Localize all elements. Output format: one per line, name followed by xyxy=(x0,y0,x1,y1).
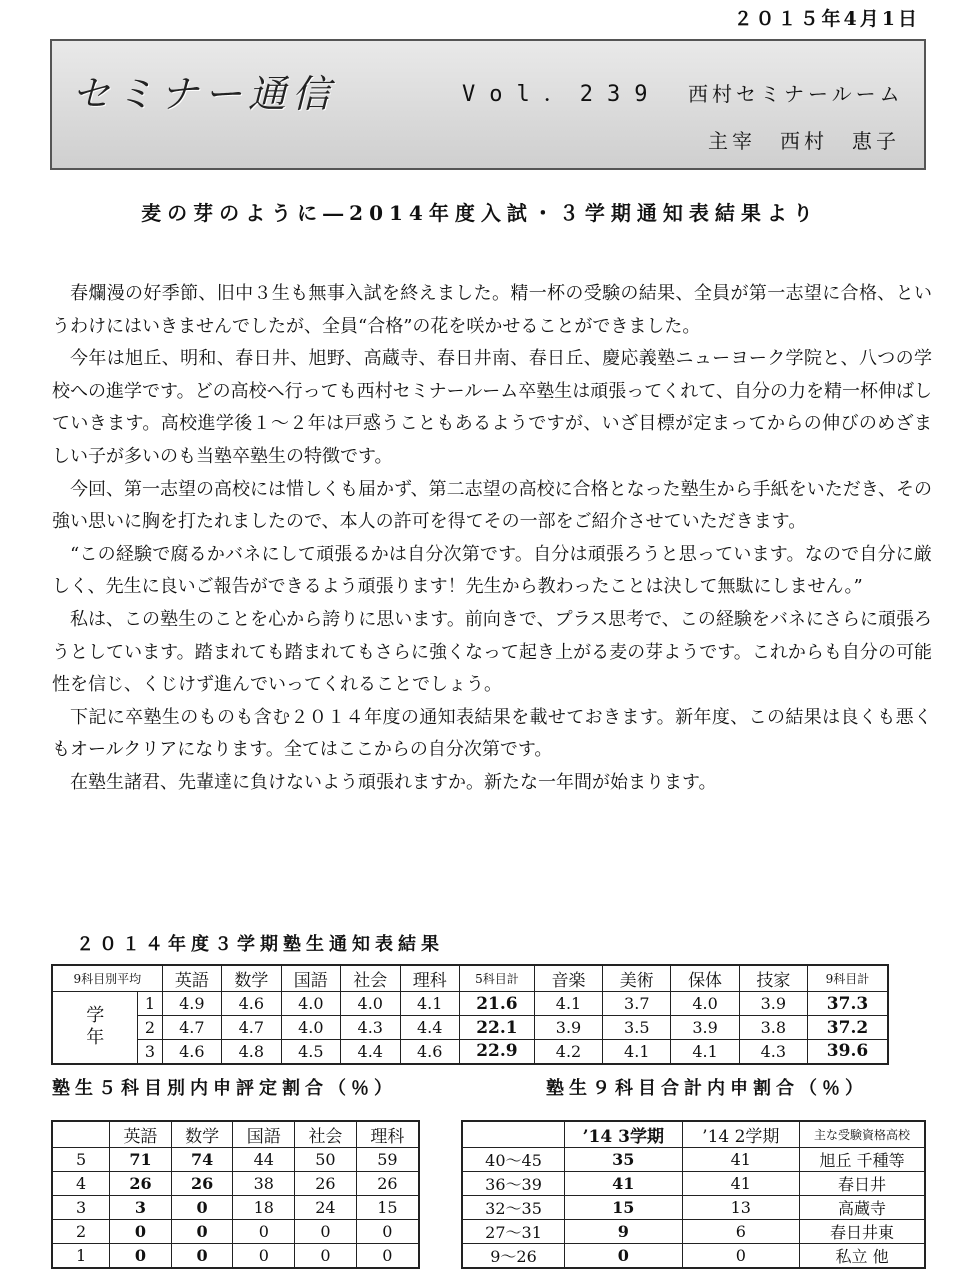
table-cell: 4.6 xyxy=(222,992,281,1016)
column-header: ’14 3学期 xyxy=(565,1121,683,1148)
table-cell: 4.3 xyxy=(341,1016,400,1040)
newsletter-title: セミナー通信 xyxy=(72,72,337,116)
table-cell: 4.1 xyxy=(603,1040,671,1064)
column-header: 技家 xyxy=(739,965,807,992)
table-cell: 4.0 xyxy=(281,1016,340,1040)
table-cell: 4.9 xyxy=(162,992,221,1016)
table-cell: 35 xyxy=(565,1148,683,1172)
range-cell: 27～31 xyxy=(462,1220,565,1244)
table-cell: 0 xyxy=(295,1244,357,1268)
range-cell: 40～45 xyxy=(462,1148,565,1172)
table-cell: 71 xyxy=(110,1148,172,1172)
table-cell: 21.6 xyxy=(459,992,534,1016)
column-header: 9科目計 xyxy=(807,965,888,992)
table-cell: 3.9 xyxy=(534,1016,602,1040)
table-header-row xyxy=(462,1121,925,1148)
table-cell: 24 xyxy=(295,1196,357,1220)
column-header: 国語 xyxy=(233,1121,295,1148)
table-cell: 3.9 xyxy=(671,1016,739,1040)
table-row xyxy=(52,1148,419,1172)
table-cell: 26 xyxy=(110,1172,172,1196)
table-cell: 4.0 xyxy=(341,992,400,1016)
school-cell: 高蔵寺 xyxy=(800,1196,925,1220)
table-cell: 0 xyxy=(110,1220,172,1244)
column-header: 社会 xyxy=(341,965,400,992)
table-cell: 18 xyxy=(233,1196,295,1220)
table-cell: 41 xyxy=(682,1172,800,1196)
column-header xyxy=(462,1121,565,1148)
range-cell: 36～39 xyxy=(462,1172,565,1196)
school-cell: 春日井東 xyxy=(800,1220,925,1244)
table-cell: 0 xyxy=(356,1220,419,1244)
table-cell: 4.8 xyxy=(222,1040,281,1064)
table-row xyxy=(52,1172,419,1196)
table-cell: 4.0 xyxy=(671,992,739,1016)
article-body xyxy=(52,278,932,800)
school-cell: 旭丘 千種等 xyxy=(800,1148,925,1172)
row-label: 3 xyxy=(52,1196,110,1220)
column-header: 英語 xyxy=(110,1121,172,1148)
table-cell: 22.1 xyxy=(459,1016,534,1040)
table-cell: 4.7 xyxy=(222,1016,281,1040)
table-cell: 4.1 xyxy=(534,992,602,1016)
table-cell: 44 xyxy=(233,1148,295,1172)
paragraph: 在塾生諸君、先輩達に負けないよう頑張れますか。新たな一年間が始まります。 xyxy=(70,771,717,793)
table3-title: 塾生９科目合計内申割合（％） xyxy=(546,1078,868,1099)
column-header: 保体 xyxy=(671,965,739,992)
table-row xyxy=(52,1016,888,1040)
column-header: 社会 xyxy=(295,1121,357,1148)
column-header: 数学 xyxy=(171,1121,233,1148)
table-cell: 4.6 xyxy=(400,1040,459,1064)
table-cell: 0 xyxy=(171,1220,233,1244)
paragraph: 私は、この塾生のことを心から誇りに思います。前向きで、プラス思考で、この経験をバネにさらに頑張ろうとしています。踏まれても踏まれてもさらに強くなって起き上がる麦の芽ようです。これからも自分の可能性を信じ、くじけず進んでいってくれることでしょう。 xyxy=(52,608,932,696)
table-cell: 6 xyxy=(682,1220,800,1244)
table-cell: 41 xyxy=(682,1148,800,1172)
column-header: 音楽 xyxy=(534,965,602,992)
table-cell: 3.8 xyxy=(739,1016,807,1040)
range-cell: 9～26 xyxy=(462,1244,565,1269)
volume-number: Vol．239 xyxy=(462,82,662,107)
table-row xyxy=(52,992,888,1016)
column-header xyxy=(52,1121,110,1148)
table-cell: 26 xyxy=(356,1172,419,1196)
newsletter-header xyxy=(50,39,926,170)
column-header: 理科 xyxy=(400,965,459,992)
table2-title: 塾生５科目別内申評定割合（％） xyxy=(52,1078,397,1099)
table-cell: 15 xyxy=(565,1196,683,1220)
table-cell: 4.5 xyxy=(281,1040,340,1064)
table-corner: 9科目別平均 xyxy=(52,965,162,992)
table-cell: 4.1 xyxy=(400,992,459,1016)
table-cell: 41 xyxy=(565,1172,683,1196)
grade-average-table xyxy=(51,964,889,1065)
table-row xyxy=(462,1148,925,1172)
column-header: 数学 xyxy=(222,965,281,992)
column-header: 主な受験資格高校 xyxy=(800,1121,925,1148)
table-cell: 38 xyxy=(233,1172,295,1196)
table-cell: 0 xyxy=(110,1244,172,1268)
table-cell: 0 xyxy=(565,1244,683,1269)
table-row xyxy=(52,1220,419,1244)
column-header: 5科目計 xyxy=(459,965,534,992)
table-cell: 26 xyxy=(295,1172,357,1196)
column-header: 理科 xyxy=(356,1121,419,1148)
paragraph: “この経験で腐るかバネにして頑張るかは自分次第です。自分は頑張ろうと思っています。なので自分に厳しく、先生に良いご報告ができるよう頑張ります！先生から教わったことは決して無駄にしません。” xyxy=(52,543,932,598)
row-label: 5 xyxy=(52,1148,110,1172)
table-cell: 26 xyxy=(171,1172,233,1196)
issue-date: ２０１５年4月1日 xyxy=(733,8,920,30)
table-cell: 0 xyxy=(356,1244,419,1268)
table-cell: 4.4 xyxy=(400,1016,459,1040)
column-header: 英語 xyxy=(162,965,221,992)
table-cell: 4.3 xyxy=(739,1040,807,1064)
table-row xyxy=(462,1196,925,1220)
grade-cell: 3 xyxy=(138,1040,162,1064)
school-cell: 春日井 xyxy=(800,1172,925,1196)
table-row xyxy=(52,1196,419,1220)
table-row xyxy=(52,1040,888,1064)
table-cell: 0 xyxy=(682,1244,800,1269)
table-cell: 37.3 xyxy=(807,992,888,1016)
grade-cell: 1 xyxy=(138,992,162,1016)
row-label: 2 xyxy=(52,1220,110,1244)
host-name: 主宰 西村 恵子 xyxy=(708,129,900,153)
table-cell: 13 xyxy=(682,1196,800,1220)
column-header: 国語 xyxy=(281,965,340,992)
table-cell: 0 xyxy=(295,1220,357,1244)
table-cell: 3.7 xyxy=(603,992,671,1016)
paragraph: 今年は旭丘、明和、春日井、旭野、高蔵寺、春日井南、春日丘、慶応義塾ニューヨーク学院と、八つの学校への進学です。どの高校へ行っても西村セミナールーム卒塾生は頑張ってくれて、自分の力を精一杯伸ばしていきます。高校進学後１～２年は戸惑うこともあるようですが、いざ目標が定まってからの伸びのめざましい子が多いのも当塾卒塾生の特徴です。 xyxy=(52,348,932,467)
table-cell: 4.7 xyxy=(162,1016,221,1040)
grade-cell: 2 xyxy=(138,1016,162,1040)
paragraph: 下記に卒塾生のものも含む２０１４年度の通知表結果を載せておきます。新年度、この結果は良くも悪くもオールクリアになります。全てはここからの自分次第です。 xyxy=(52,706,932,761)
table-cell: 39.6 xyxy=(807,1040,888,1064)
table-cell: 9 xyxy=(565,1220,683,1244)
range-cell: 32～35 xyxy=(462,1196,565,1220)
table-row xyxy=(462,1220,925,1244)
article-headline: 麦の芽のように―2014年度入試・３学期通知表結果より xyxy=(141,201,819,225)
table-cell: 0 xyxy=(171,1196,233,1220)
table-header-row xyxy=(52,1121,419,1148)
table-cell: 15 xyxy=(356,1196,419,1220)
table-cell: 4.4 xyxy=(341,1040,400,1064)
organization-name: 西村セミナールーム xyxy=(688,82,904,106)
table-cell: 0 xyxy=(233,1244,295,1268)
paragraph: 春爛漫の好季節、旧中３生も無事入試を終えました。精一杯の受験の結果、全員が第一志望に合格、というわけにはいきませんでしたが、全員“合格”の花を咲かせることができました。 xyxy=(52,283,932,337)
table-cell: 3 xyxy=(110,1196,172,1220)
table-cell: 0 xyxy=(233,1220,295,1244)
row-label: 1 xyxy=(52,1244,110,1268)
school-cell: 私立 他 xyxy=(800,1244,925,1269)
table-cell: 3.5 xyxy=(603,1016,671,1040)
subject-ratio-table xyxy=(51,1120,420,1269)
row-label: 4 xyxy=(52,1172,110,1196)
table-cell: 4.2 xyxy=(534,1040,602,1064)
table-cell: 74 xyxy=(171,1148,233,1172)
table-cell: 59 xyxy=(356,1148,419,1172)
total-ratio-table xyxy=(461,1120,926,1269)
table1-title: ２０１４年度３学期塾生通知表結果 xyxy=(76,934,444,955)
table-cell: 4.1 xyxy=(671,1040,739,1064)
table-row xyxy=(52,1244,419,1268)
table-row xyxy=(462,1244,925,1269)
column-header: 美術 xyxy=(603,965,671,992)
table-cell: 3.9 xyxy=(739,992,807,1016)
table-cell: 50 xyxy=(295,1148,357,1172)
table-cell: 0 xyxy=(171,1244,233,1268)
table-cell: 4.0 xyxy=(281,992,340,1016)
table-cell: 37.2 xyxy=(807,1016,888,1040)
table-row xyxy=(462,1172,925,1196)
paragraph: 今回、第一志望の高校には惜しくも届かず、第二志望の高校に合格となった塾生から手紙をいただき、その強い思いに胸を打たれましたので、本人の許可を得てその一部をご紹介させていただきます。 xyxy=(52,478,932,533)
table-header-row xyxy=(52,965,888,992)
grade-side-label: 学 年 xyxy=(52,992,138,1064)
column-header: ’14 2学期 xyxy=(682,1121,800,1148)
table-cell: 4.6 xyxy=(162,1040,221,1064)
table-cell: 22.9 xyxy=(459,1040,534,1064)
